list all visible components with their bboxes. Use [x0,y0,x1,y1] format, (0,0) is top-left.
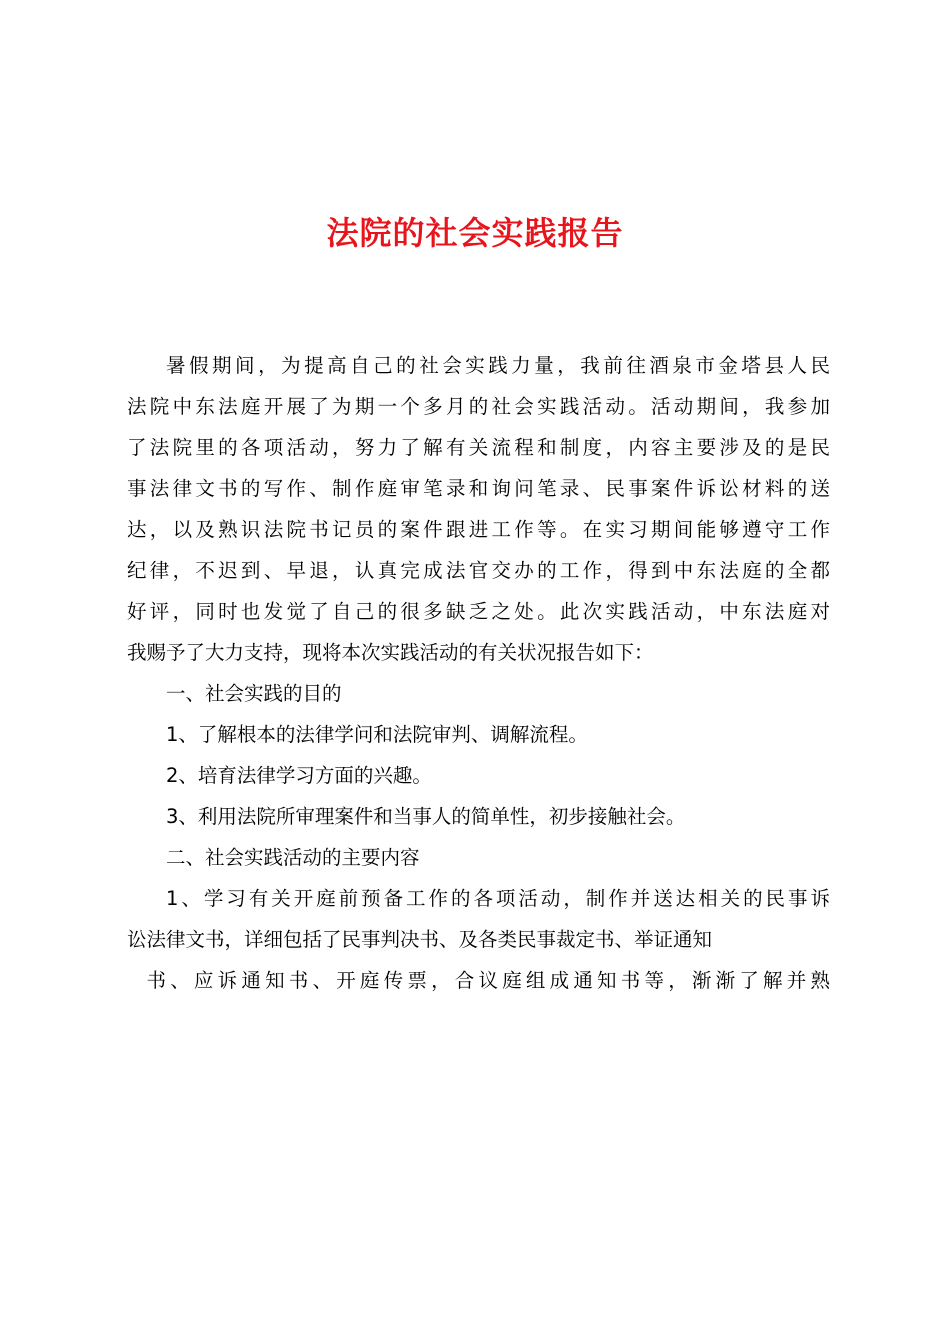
section2-paragraph [127,878,830,1001]
document-body [127,345,830,1001]
document-title: 法院的社会实践报告 [326,214,624,252]
text-line: 法院中东法庭开展了为期一个多月的社会实践活动。活动期间，我参加 [127,395,830,418]
text-line: 我赐予了大力支持，现将本次实践活动的有关状况报告如下： [127,641,654,664]
section-heading: 一、社会实践的目的 [166,682,342,705]
text-line: 好评，同时也发觉了自己的很多缺乏之处。此次实践活动，中东法庭对 [127,600,830,623]
text-line: 书、应诉通知书、开庭传票，合议庭组成通知书等，渐渐了解并熟 [146,969,830,992]
section-heading: 二、社会实践活动的主要内容 [166,846,420,869]
text-line: 事法律文书的写作、制作庭审笔录和询问笔录、民事案件诉讼材料的送 [127,477,830,500]
intro-paragraph [127,345,830,673]
text-line: 讼法律文书，详细包括了民事判决书、及各类民事裁定书、举证通知 [127,928,713,951]
list-item: 2、培育法律学习方面的兴趣。 [166,764,432,787]
text-line: 纪律，不迟到、早退，认真完成法官交办的工作，得到中东法庭的全都 [127,559,830,582]
text-line: 1、学习有关开庭前预备工作的各项活动，制作并送达相关的民事诉 [166,887,830,910]
text-line: 达，以及熟识法院书记员的案件跟进工作等。在实习期间能够遵守工作 [127,518,830,541]
list-item: 3、利用法院所审理案件和当事人的简单性，初步接触社会。 [166,805,686,828]
text-line: 了法院里的各项活动，努力了解有关流程和制度，内容主要涉及的是民 [127,436,830,459]
list-item: 1、了解根本的法律学问和法院审判、调解流程。 [166,723,588,746]
text-line: 暑假期间，为提高自己的社会实践力量，我前往酒泉市金塔县人民 [166,354,830,377]
